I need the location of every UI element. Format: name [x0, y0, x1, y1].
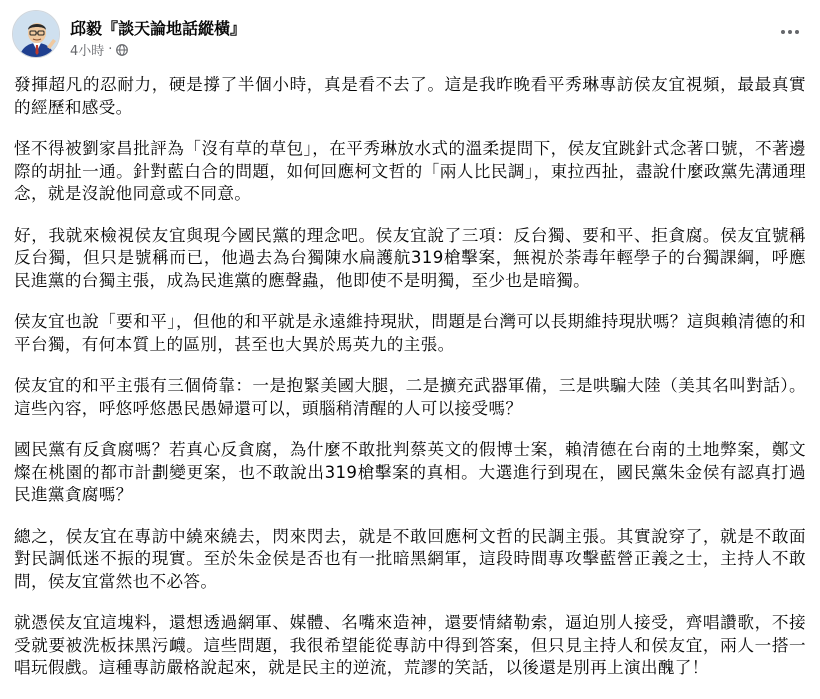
post-paragraph: 侯友宜也說「要和平」，但他的和平就是永遠維持現狀，問題是台灣可以長期維持現狀嗎？這與賴清德的和平台獨，有何本質上的區別，甚至也大異於馬英九的主張。 [14, 312, 806, 354]
post-paragraph: 發揮超凡的忍耐力，硬是撐了半個小時，真是看不去了。這是我昨晚看平秀琳專訪侯友宜視頻，最最真實的經歷和感受。 [14, 75, 806, 117]
avatar[interactable] [12, 10, 60, 58]
post-paragraph: 怪不得被劉家昌批評為「沒有草的草包」，在平秀琳放水式的溫柔提問下，侯友宜跳針式念著口號，不著邊際的胡扯一通。針對藍白合的問題，如何回應柯文哲的「兩人比民調」，東拉西扯，盡說什麼政黨先溝通理念，就是沒說他同意或不同意。 [14, 139, 806, 203]
post-timestamp[interactable]: 4小時 [70, 44, 105, 59]
more-options-button[interactable] [774, 16, 806, 48]
meta-separator: · [108, 42, 113, 57]
post-paragraph: 侯友宜的和平主張有三個倚靠：一是抱緊美國大腿，二是擴充武器軍備，三是哄騙大陸（美其名叫對話）。這些內容，呼悠呼悠愚民愚婦還可以，頭腦稍清醒的人可以接受嗎？ [14, 376, 806, 418]
more-horizontal-icon [780, 29, 800, 35]
post-paragraph: 國民黨有反貪腐嗎？若真心反貪腐，為什麼不敢批判蔡英文的假博士案，賴清德在台南的土地弊案，鄭文燦在桃園的都市計劃變更案，也不敢說出319槍擊案的真相。大選進行到現在，國民黨朱金侯有認真打過民進黨貪腐嗎？ [14, 440, 806, 504]
post-meta [70, 40, 128, 59]
author-name[interactable]: 邱毅『談天論地話縱橫』 [70, 19, 247, 38]
post-body [14, 74, 806, 699]
globe-icon[interactable] [116, 44, 128, 56]
post-header [12, 10, 808, 62]
post-paragraph: 就憑侯友宜這塊料，還想透過網軍、媒體、名嘴來造神，還要情緒勒索，逼迫別人接受，齊唱讚歌，不接受就要被洗板抹黑污衊。這些問題，我很希望能從專訪中得到答案，但只見主持人和侯友宜，兩人一搭一唱玩假戲。這種專訪嚴格說起來，就是民主的逆流，荒謬的笑話，以後還是別再上演出醜了！ [14, 613, 806, 677]
avatar-portrait-icon [13, 11, 60, 58]
post-paragraph: 總之，侯友宜在專訪中繞來繞去，閃來閃去，就是不敢回應柯文哲的民調主張。其實說穿了，就是不敢面對民調低迷不振的現實。至於朱金侯是否也有一批暗黑網軍，這段時間專攻擊藍營正義之士，主持人不敢問，侯友宜當然也不必答。 [14, 526, 806, 591]
post-paragraph: 好，我就來檢視侯友宜與現今國民黨的理念吧。侯友宜說了三項：反台獨、要和平、拒貪腐。侯友宜號稱反台獨，但只是號稱而已，他過去為台獨陳水扁護航319槍擊案，無視於荼毒年輕學子的台獨課綱，呼應民進黨的台獨主張，成為民進黨的應聲蟲，他即使不是明獨，至少也是暗獨。 [14, 225, 806, 290]
